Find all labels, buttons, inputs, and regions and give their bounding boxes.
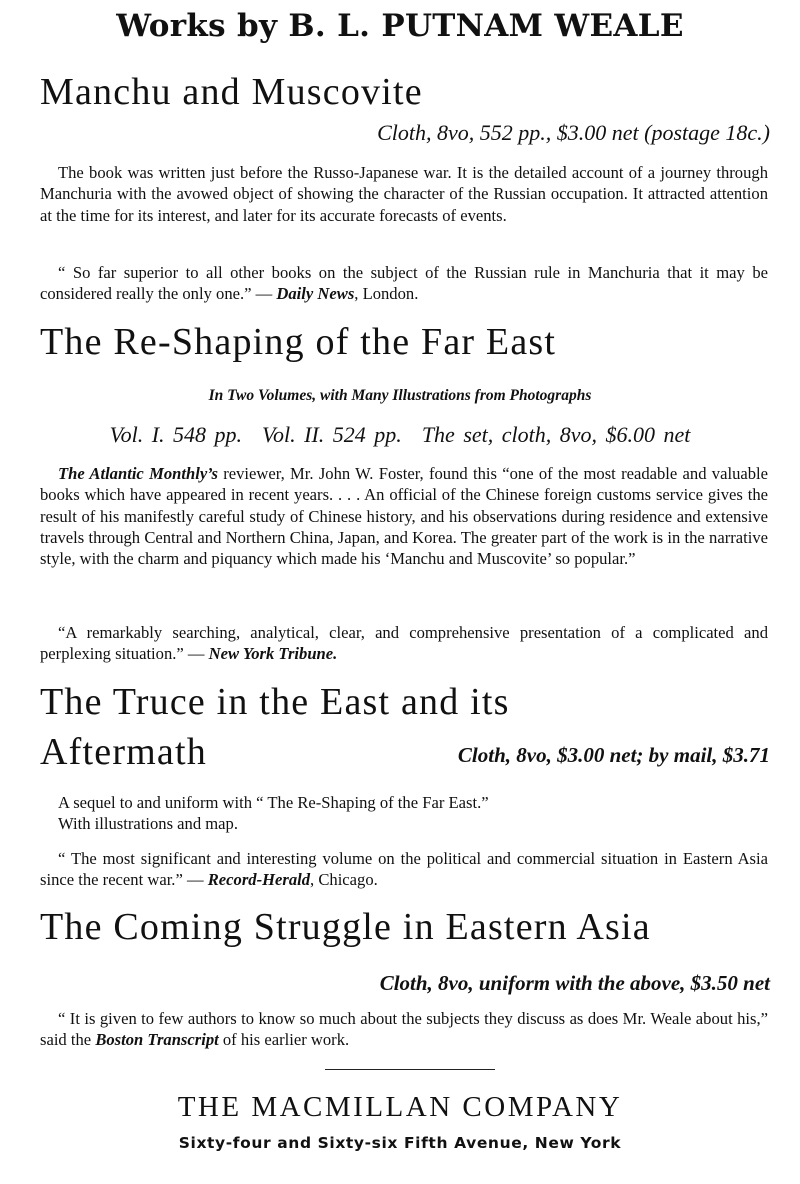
book4-price: Cloth, 8vo, uniform with the above, $3.50 net <box>379 971 770 995</box>
book3-quote-source: Record-Herald <box>207 870 311 890</box>
divider-rule <box>325 1069 495 1070</box>
book-title-coming-struggle: The Coming Struggle in Eastern Asia <box>40 906 651 948</box>
book-title-manchu-and-muscovite: Manchu and Muscovite <box>40 71 423 113</box>
book4-quote <box>40 1008 768 1051</box>
book3-description-line1: A sequel to and uniform with “ The Re-Shaping of the Far East.” <box>58 793 489 812</box>
book4-quote-text: “ It is given to few authors to know so much about the subjects they discuss as does Mr. Weale about his,” said the <box>40 1009 768 1050</box>
book2-set-price: The set, cloth, 8vo, $6.00 net <box>421 422 691 447</box>
book-title-re-shaping-far-east: The Re-Shaping of the Far East <box>40 321 557 363</box>
page-header: Works by B. L. PUTNAM WEALE <box>116 8 684 44</box>
book3-quote-text: “ The most significant and interesting volume on the political and commercial situation in Eastern Asia since the recent war.” — <box>40 849 768 890</box>
book-title-truce-in-the-east-line2: Aftermath <box>40 731 207 773</box>
book2-subtitle: In Two Volumes, with Many Illustrations from Photographs <box>208 387 592 404</box>
book2-quote-text: “A remarkably searching, analytical, clear, and comprehensive presentation of a complicated and perplexing situation.” — <box>40 623 768 664</box>
book2-review <box>40 463 768 569</box>
book1-quote <box>40 262 768 305</box>
publisher-name: THE MACMILLAN COMPANY <box>177 1091 623 1123</box>
book-title-truce-in-the-east-line1: The Truce in the East and its <box>40 681 510 723</box>
book2-quote-source: New York Tribune. <box>208 644 338 664</box>
book2-quote <box>40 622 768 665</box>
book1-quote-place: , London. <box>354 284 419 304</box>
book3-price: Cloth, 8vo, $3.00 net; by mail, $3.71 <box>457 743 770 767</box>
book3-quote-place: , Chicago. <box>310 870 378 890</box>
book2-vol2: Vol. II. 524 pp. <box>262 422 402 447</box>
book3-quote <box>40 848 768 891</box>
book1-price: Cloth, 8vo, 552 pp., $3.00 net (postage 18c.) <box>377 120 770 145</box>
book1-quote-text: “ So far superior to all other books on the subject of the Russian rule in Manchuria that it may be considered really the only one.” — <box>40 263 768 304</box>
book4-quote-end: of his earlier work. <box>218 1030 350 1050</box>
book4-quote-source: Boston Transcript <box>95 1030 219 1050</box>
book1-description: The book was written just before the Russo-Japanese war. It is the detailed account of a journey through Manchuria with the avowed object of showing the character of the Russian occupation. It attracted attention at the time for its interest, and later for its accurate forecasts of events. <box>40 163 768 225</box>
book2-volumes <box>0 422 800 448</box>
book2-review-source: The Atlantic Monthly’s <box>58 464 218 483</box>
publisher-address: Sixty-four and Sixty-six Fifth Avenue, New York <box>178 1134 622 1152</box>
book2-vol1: Vol. I. 548 pp. <box>109 422 243 447</box>
book3-description-line2: With illustrations and map. <box>58 814 238 833</box>
book1-quote-source: Daily News <box>276 284 355 304</box>
book2-review-text: reviewer, Mr. John W. Foster, found this “one of the most readable and valuable books which have appeared in recent years. . . . An official of the Chinese foreign customs service gives the result of his manifestly careful study of Chinese history, and his observations during residence and extensive travels through Central and Northern China, Japan, and Korea. The greater part of the work is in the narrative style, with the charm and piquancy which made his ‘Manchu and Muscovite’ so popular.” <box>40 464 769 569</box>
